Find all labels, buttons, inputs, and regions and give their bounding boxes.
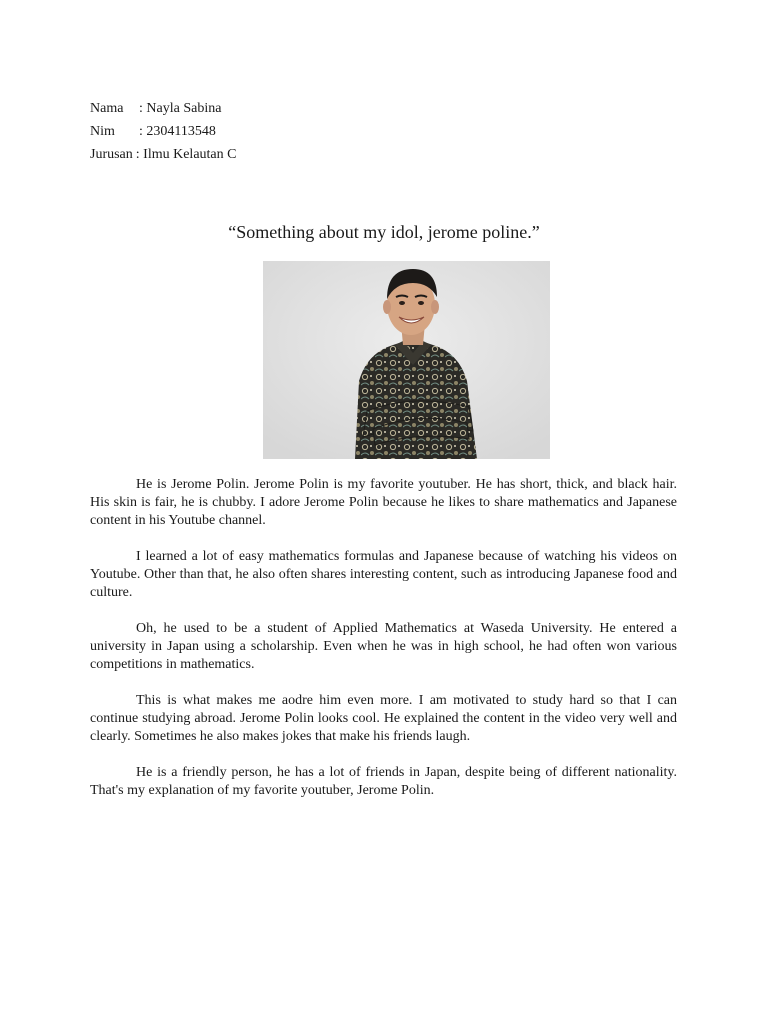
portrait-illustration: [263, 261, 550, 459]
jurusan-row: [90, 143, 236, 166]
nim-label: Nim: [90, 124, 115, 139]
nama-label: Nama: [90, 101, 124, 116]
essay-body: [90, 476, 677, 818]
portrait-photo: [263, 261, 550, 459]
jurusan-label: Jurusan: [90, 147, 133, 162]
paragraph-5: He is a friendly person, he has a lot of friends in Japan, despite being of different nationality. That's my explanation of my favorite youtuber, Jerome Polin.: [90, 765, 677, 798]
paragraph-2: I learned a lot of easy mathematics formulas and Japanese because of watching his videos on Youtube. Other than that, he also often shares interesting content, such as introducing Japanese food and culture.: [90, 549, 677, 600]
jurusan-value: : Ilmu Kelautan C: [135, 147, 237, 162]
nim-value: : 2304113548: [139, 124, 216, 139]
paragraph-4: This is what makes me aodre him even more. I am motivated to study hard so that I can continue studying abroad. Jerome Polin looks cool. He explained the content in the video very well and clearly. Sometimes he also makes jokes that make his friends laugh.: [90, 693, 677, 744]
nama-value: : Nayla Sabina: [139, 101, 222, 116]
paragraph-1: He is Jerome Polin. Jerome Polin is my favorite youtuber. He has short, thick, and black hair. His skin is fair, he is chubby. I adore Jerome Polin because he likes to share mathematics and Japanese content in his Youtube channel.: [90, 477, 677, 528]
identity-block: [90, 97, 236, 166]
nama-row: [90, 97, 236, 120]
nim-row: [90, 120, 236, 143]
document-title: “Something about my idol, jerome poline.”: [228, 222, 540, 242]
paragraph-3: Oh, he used to be a student of Applied Mathematics at Waseda University. He entered a university in Japan using a scholarship. Even when he was in high school, he had often won various competitions in mathematics.: [90, 621, 677, 672]
